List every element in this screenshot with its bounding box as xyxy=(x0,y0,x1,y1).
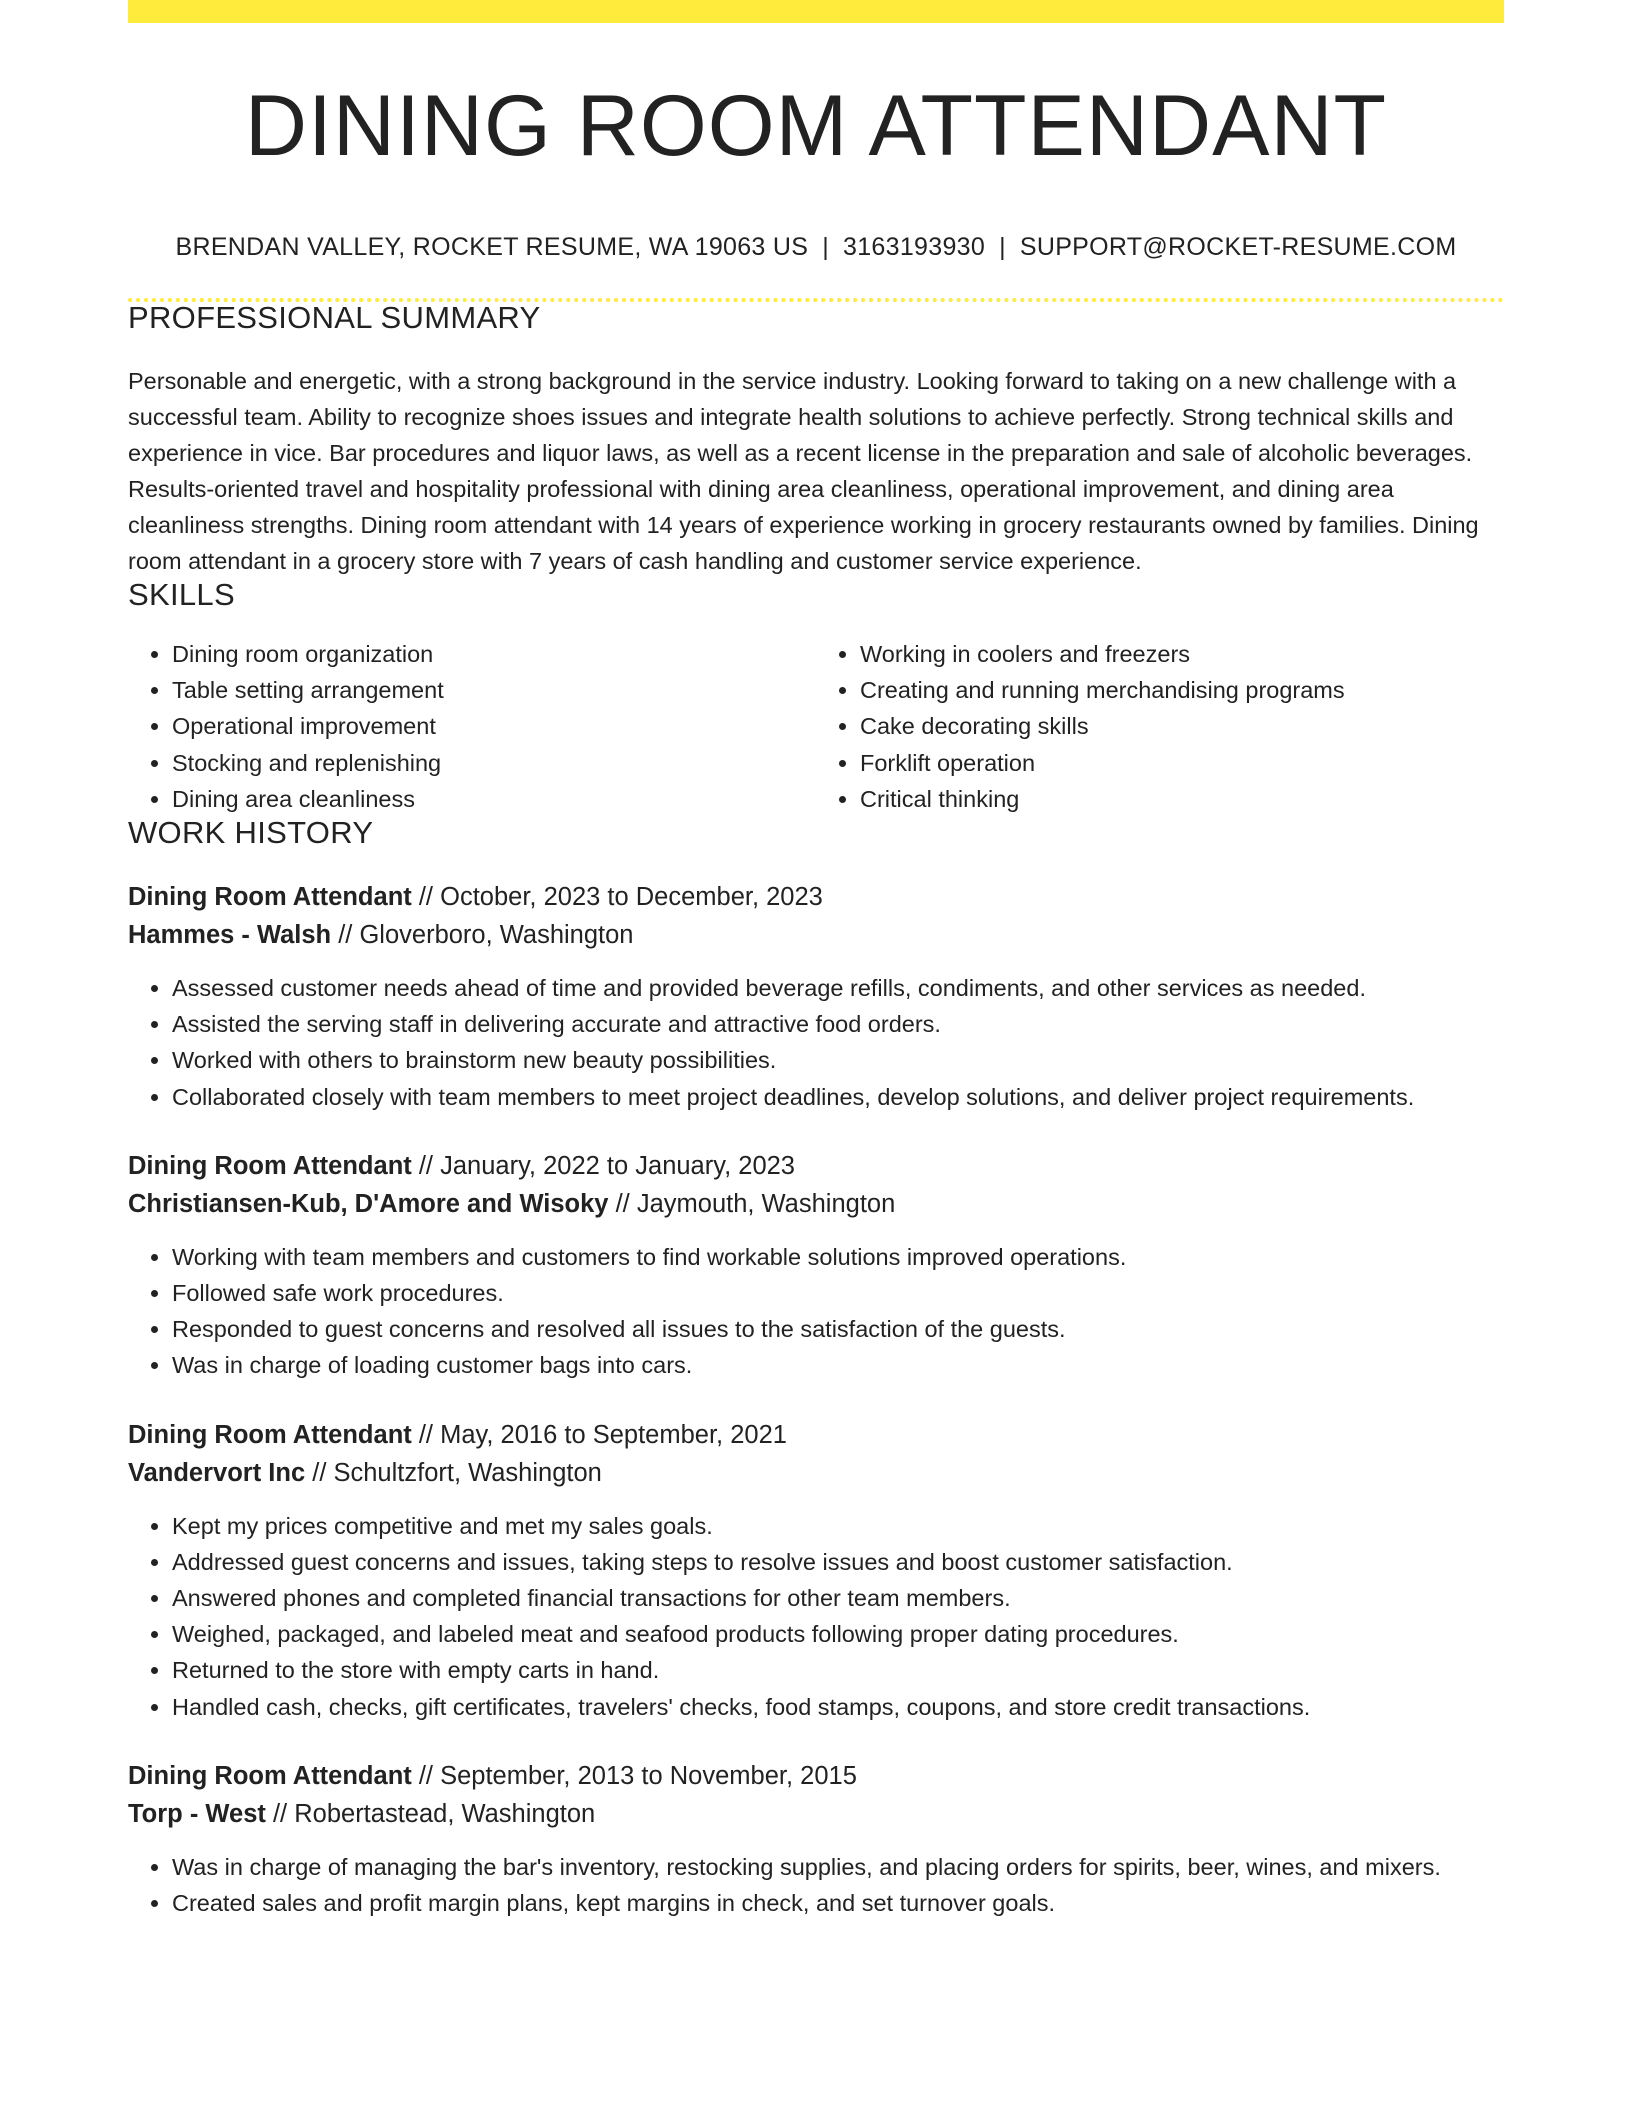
contact-separator: | xyxy=(999,233,1006,261)
job-title-line xyxy=(128,878,1504,916)
job-bullet: • Followed safe work procedures. xyxy=(172,1275,1504,1311)
skill-item: • Stocking and replenishing xyxy=(172,745,816,781)
job-location: // Gloverboro, Washington xyxy=(331,921,634,950)
work-history-heading: WORK HISTORY xyxy=(128,815,374,851)
skill-item: • Working in coolers and freezers xyxy=(860,636,1504,672)
job-company: Christiansen-Kub, D'Amore and Wisoky xyxy=(128,1189,609,1218)
job-bullet: • Working with team members and customers to find workable solutions improved operations. xyxy=(172,1239,1504,1275)
skill-item: • Forklift operation xyxy=(860,745,1504,781)
summary-heading: PROFESSIONAL SUMMARY xyxy=(128,300,541,335)
job-bullet: • Assessed customer needs ahead of time and provided beverage refills, condiments, and other services as needed. xyxy=(172,970,1504,1006)
accent-top-bar xyxy=(128,0,1504,23)
skills-list-left xyxy=(128,636,816,817)
job-company: Torp - West xyxy=(128,1799,266,1828)
job-company-line xyxy=(128,1795,1504,1833)
job-bullets xyxy=(128,970,1504,1115)
job-bullet: • Returned to the store with empty carts in hand. xyxy=(172,1652,1504,1688)
skill-item: • Dining area cleanliness xyxy=(172,781,816,817)
job-company-line xyxy=(128,916,1504,954)
job-company-line xyxy=(128,1185,1504,1223)
contact-address: BRENDAN VALLEY, ROCKET RESUME, WA 19063 US xyxy=(175,233,809,261)
job-title-line xyxy=(128,1416,1504,1454)
job-dates: // January, 2022 to January, 2023 xyxy=(411,1151,795,1180)
job-entry xyxy=(128,878,1504,1115)
job-role: Dining Room Attendant xyxy=(128,1151,412,1180)
job-dates: // September, 2013 to November, 2015 xyxy=(411,1761,857,1790)
job-bullet: • Kept my prices competitive and met my sales goals. xyxy=(172,1508,1504,1544)
job-dates: // October, 2023 to December, 2023 xyxy=(411,883,823,912)
skill-item: • Operational improvement xyxy=(172,708,816,744)
job-bullet: • Responded to guest concerns and resolved all issues to the satisfaction of the guests. xyxy=(172,1311,1504,1347)
job-bullet: • Assisted the serving staff in delivering accurate and attractive food orders. xyxy=(172,1006,1504,1042)
job-location: // Schultzfort, Washington xyxy=(305,1458,602,1487)
job-entry xyxy=(128,1416,1504,1725)
resume-name-heading: DINING ROOM ATTENDANT xyxy=(244,78,1388,174)
resume-page xyxy=(128,0,1504,1921)
job-title-line xyxy=(128,1147,1504,1185)
contact-separator: | xyxy=(822,233,830,261)
job-bullets xyxy=(128,1508,1504,1725)
job-role: Dining Room Attendant xyxy=(128,883,412,912)
job-bullet: • Handled cash, checks, gift certificates, travelers' checks, food stamps, coupons, and store credit transactions. xyxy=(172,1689,1504,1725)
job-entry xyxy=(128,1147,1504,1384)
job-bullet: • Answered phones and completed financial transactions for other team members. xyxy=(172,1580,1504,1616)
job-entry xyxy=(128,1757,1504,1921)
skill-item: • Cake decorating skills xyxy=(860,708,1504,744)
skills-heading: SKILLS xyxy=(128,577,235,612)
job-bullets xyxy=(128,1849,1504,1921)
contact-phone: 3163193930 xyxy=(843,233,986,261)
job-bullet: • Weighed, packaged, and labeled meat and seafood products following proper dating procedures. xyxy=(172,1616,1504,1652)
job-title-line xyxy=(128,1757,1504,1795)
skills-columns xyxy=(128,636,1504,817)
summary-text: Personable and energetic, with a strong background in the service industry. Looking forward to taking on a new challenge with a successful team. Ability to recognize shoes issues and integrate health solutions to achieve perfectly. Strong technical skills and experience in vice. Bar procedures and liquor laws, as well as a recent license in the preparation and sale of alcoholic beverages. Results-oriented travel and hospitality professional with dining area cleanliness, operational improvement, and dining area cleanliness strengths. Dining room attendant with 14 years of experience working in grocery restaurants owned by families. Dining room attendant in a grocery store with 7 years of cash handling and customer service experience. xyxy=(128,368,1479,574)
job-location: // Jaymouth, Washington xyxy=(608,1189,896,1218)
skill-item: • Dining room organization xyxy=(172,636,816,672)
job-role: Dining Room Attendant xyxy=(128,1420,412,1449)
skill-item: • Table setting arrangement xyxy=(172,672,816,708)
job-bullets xyxy=(128,1239,1504,1384)
contact-email: SUPPORT@ROCKET-RESUME.COM xyxy=(1019,233,1457,261)
skill-item: • Critical thinking xyxy=(860,781,1504,817)
job-bullet: • Was in charge of loading customer bags into cars. xyxy=(172,1347,1504,1383)
job-bullet: • Created sales and profit margin plans, kept margins in check, and set turnover goals. xyxy=(172,1885,1504,1921)
job-location: // Robertastead, Washington xyxy=(265,1799,596,1828)
skill-item: • Creating and running merchandising programs xyxy=(860,672,1504,708)
job-company: Hammes - Walsh xyxy=(128,921,332,950)
skills-list-right xyxy=(816,636,1504,817)
job-dates: // May, 2016 to September, 2021 xyxy=(411,1420,787,1449)
job-company: Vandervort Inc xyxy=(128,1458,306,1487)
job-bullet: • Worked with others to brainstorm new beauty possibilities. xyxy=(172,1042,1504,1078)
job-company-line xyxy=(128,1454,1504,1492)
job-bullet: • Was in charge of managing the bar's inventory, restocking supplies, and placing orders for spirits, beer, wines, and mixers. xyxy=(172,1849,1504,1885)
job-role: Dining Room Attendant xyxy=(128,1761,412,1790)
job-bullet: • Collaborated closely with team members to meet project deadlines, develop solutions, and deliver project requirements. xyxy=(172,1079,1504,1115)
contact-line xyxy=(128,235,1504,260)
job-bullet: • Addressed guest concerns and issues, taking steps to resolve issues and boost customer satisfaction. xyxy=(172,1544,1504,1580)
